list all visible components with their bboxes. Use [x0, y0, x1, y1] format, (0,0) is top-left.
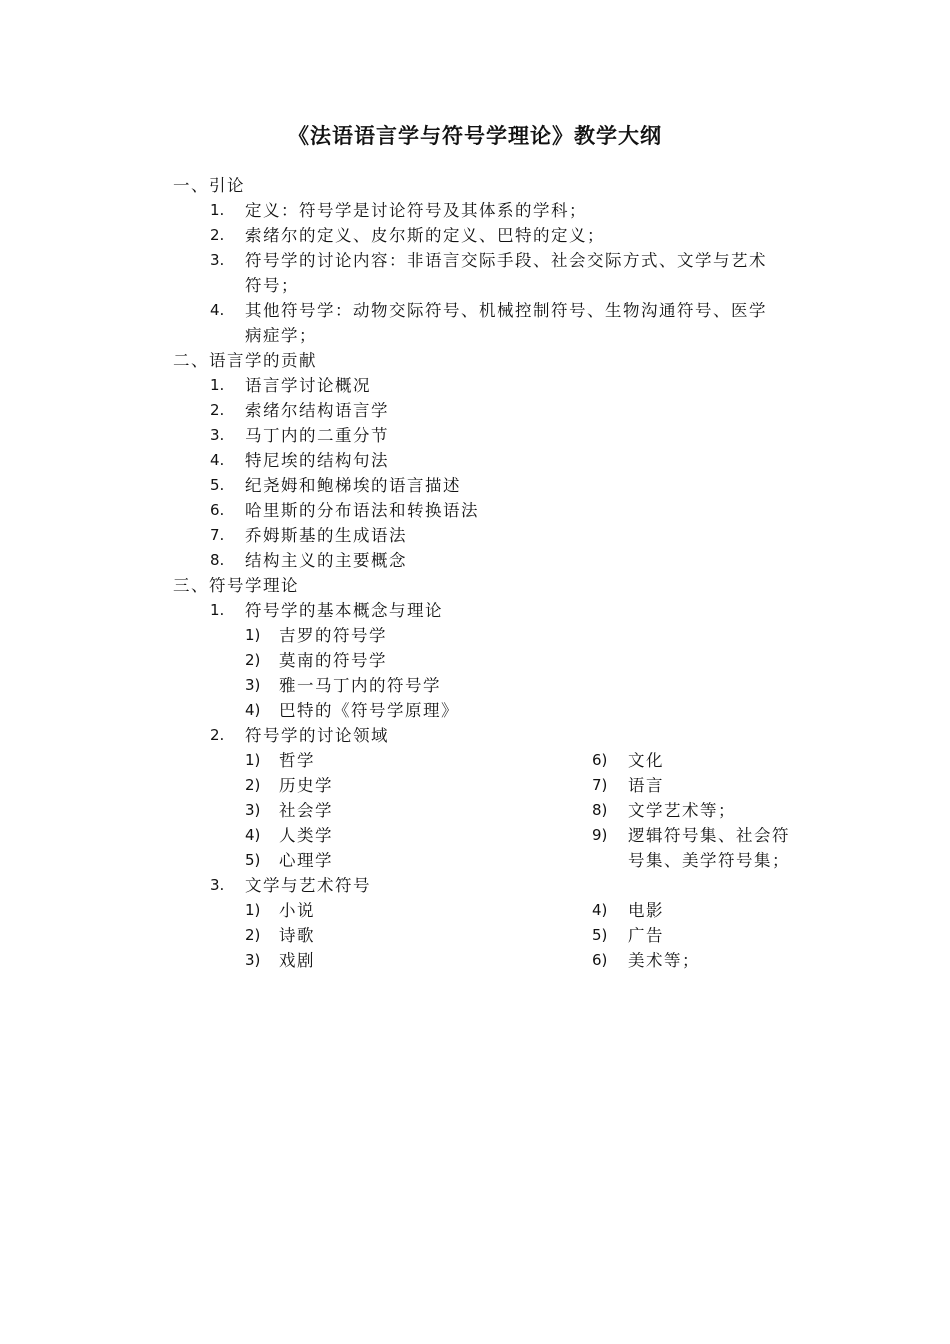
subitem-text: 社会学 [279, 801, 333, 820]
item-number: 4. [210, 451, 225, 469]
subitem-text: 戏剧 [279, 951, 315, 970]
item-text: 纪尧姆和鲍梯埃的语言描述 [245, 476, 461, 495]
item-text: 符号学的基本概念与理论 [245, 601, 443, 620]
item-text: 索绪尔的定义、皮尔斯的定义、巴特的定义； [245, 226, 605, 245]
item-number: 1. [210, 376, 225, 394]
item-number: 2. [210, 401, 225, 419]
item-number: 7. [210, 526, 225, 544]
item-text: 特尼埃的结构句法 [245, 451, 389, 470]
subitem-number: 4) [245, 826, 261, 844]
item-text: 定义：符号学是讨论符号及其体系的学科； [245, 201, 587, 220]
item-text-continuation: 病症学； [245, 326, 317, 345]
item-text: 语言学讨论概况 [245, 376, 371, 395]
subitem-number: 5) [245, 851, 261, 869]
item-text: 乔姆斯基的生成语法 [245, 526, 407, 545]
subitem-number: 8) [592, 801, 608, 819]
subitem-text: 诗歌 [279, 926, 315, 945]
subitem-number: 7) [592, 776, 608, 794]
item-number: 1. [210, 601, 225, 619]
subitem-text: 哲学 [279, 751, 315, 770]
subitem-text: 文学艺术等； [628, 801, 736, 820]
subitem-number: 1) [245, 901, 261, 919]
section-heading: 二、语言学的贡献 [173, 351, 317, 370]
subitem-text: 人类学 [279, 826, 333, 845]
item-number: 8. [210, 551, 225, 569]
item-text: 文学与艺术符号 [245, 876, 371, 895]
item-number: 2. [210, 226, 225, 244]
item-text: 符号学的讨论内容：非语言交际手段、社会交际方式、文学与艺术 [245, 251, 767, 270]
item-number: 2. [210, 726, 225, 744]
subitem-number: 4) [245, 701, 261, 719]
item-text: 马丁内的二重分节 [245, 426, 389, 445]
subitem-number: 1) [245, 626, 261, 644]
item-text: 其他符号学：动物交际符号、机械控制符号、生物沟通符号、医学 [245, 301, 767, 320]
subitem-text: 文化 [628, 751, 664, 770]
section-heading: 三、符号学理论 [173, 576, 299, 595]
subitem-text: 雅一马丁内的符号学 [279, 676, 441, 695]
item-text: 结构主义的主要概念 [245, 551, 407, 570]
item-number: 6. [210, 501, 225, 519]
subitem-text: 美术等； [628, 951, 700, 970]
subitem-number: 6) [592, 751, 608, 769]
subitem-text: 巴特的《符号学原理》 [279, 701, 459, 720]
subitem-text: 历史学 [279, 776, 333, 795]
subitem-number: 3) [245, 676, 261, 694]
subitem-number: 2) [245, 651, 261, 669]
item-number: 3. [210, 876, 225, 894]
item-text: 符号学的讨论领域 [245, 726, 389, 745]
subitem-text-continuation: 号集、美学符号集； [628, 851, 790, 870]
item-number: 1. [210, 201, 225, 219]
section-heading: 一、引论 [173, 176, 245, 195]
subitem-number: 3) [245, 951, 261, 969]
subitem-number: 9) [592, 826, 608, 844]
item-number: 4. [210, 301, 225, 319]
subitem-text: 电影 [628, 901, 664, 920]
subitem-number: 5) [592, 926, 608, 944]
subitem-text: 心理学 [279, 851, 333, 870]
subitem-number: 2) [245, 776, 261, 794]
subitem-text: 莫南的符号学 [279, 651, 387, 670]
subitem-number: 3) [245, 801, 261, 819]
document-title: 《法语语言学与符号学理论》教学大纲 [288, 123, 662, 148]
subitem-number: 1) [245, 751, 261, 769]
subitem-number: 2) [245, 926, 261, 944]
item-text-continuation: 符号； [245, 276, 299, 295]
subitem-number: 4) [592, 901, 608, 919]
item-number: 3. [210, 251, 225, 269]
subitem-text: 吉罗的符号学 [279, 626, 387, 645]
subitem-text: 语言 [628, 776, 664, 795]
subitem-text: 广告 [628, 926, 664, 945]
subitem-text: 小说 [279, 901, 315, 920]
item-text: 索绪尔结构语言学 [245, 401, 389, 420]
subitem-text: 逻辑符号集、社会符 [628, 826, 790, 845]
item-number: 5. [210, 476, 225, 494]
item-text: 哈里斯的分布语法和转换语法 [245, 501, 479, 520]
subitem-number: 6) [592, 951, 608, 969]
item-number: 3. [210, 426, 225, 444]
